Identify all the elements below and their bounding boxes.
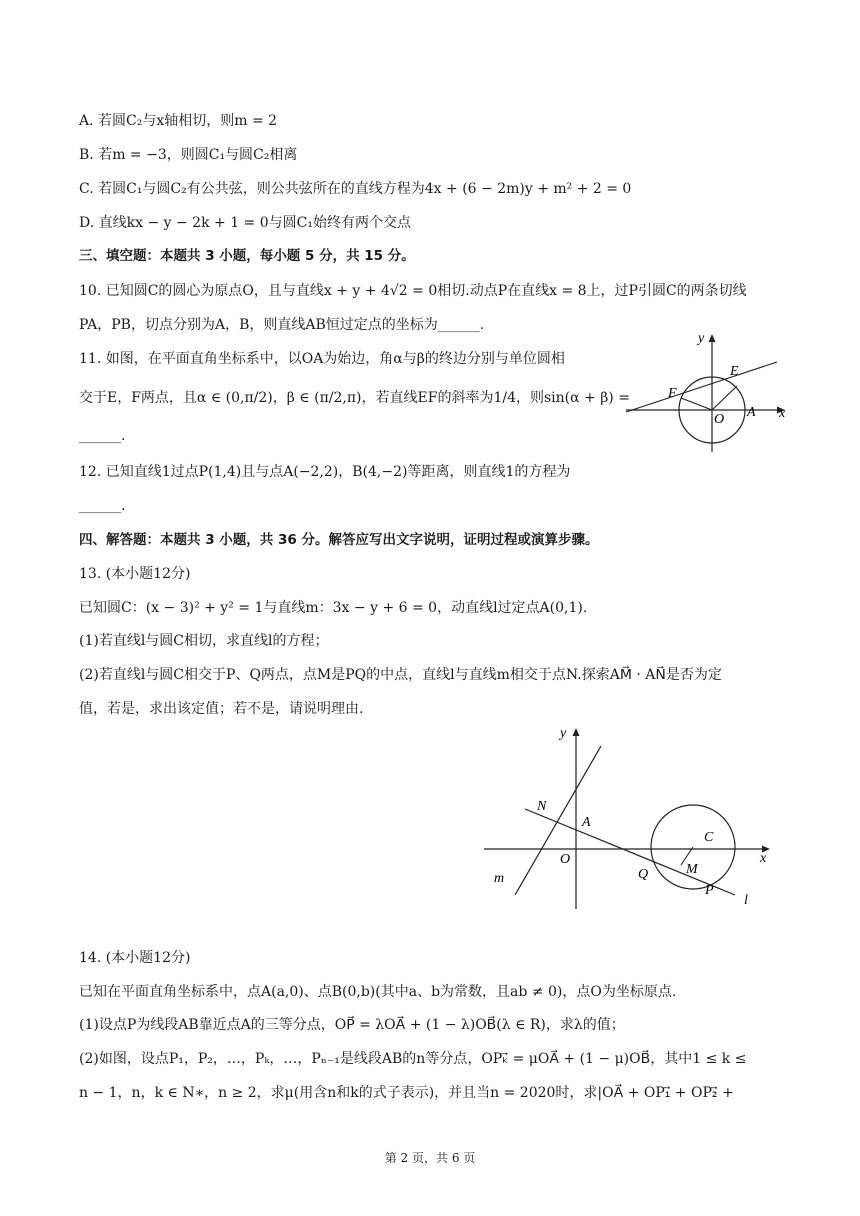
q14-title: 14. (本小题12分) [79,950,191,966]
figure1-label-a: A [747,405,756,420]
q11-line-1: 11. 如图，在平面直角坐标系中，以OA为始边，角α与β的终边分别与单位圆相 [79,351,565,367]
figure2-label-p: P [705,883,714,898]
figure2-label-a: A [582,815,591,830]
section-4-heading: 四、解答题：本题共 3 小题，共 36 分。解答应写出文字说明，证明过程或演算步骤。 [79,532,599,548]
q13-part-2-line-1: (2)若直线l与圆C相交于P、Q两点，点M是PQ的中点，直线l与直线m相交于点N.探索AM⃗ · AN⃗是否为定 [79,667,722,683]
q10-line-1: 10. 已知圆C的圆心为原点O，且与直线x + y + 4√2 = 0相切.动点P在直线x = 8上，过P引圆C的两条切线 [79,283,747,299]
q13-part-1: (1)若直线l与圆C相切，求直线l的方程； [79,633,329,649]
line-l [525,809,735,895]
q11-line-2: 交于E，F两点，且α ∈ (0,π/2)，β ∈ (π/2,π)，若直线EF的斜率为1/4，则sin(α + β) = [79,390,630,406]
q11-line-3: ______. [79,428,126,444]
figure2-label-line-m: m [494,871,505,886]
figure1-label-y: y [698,331,705,346]
figure2-label-m-point: M [686,862,698,877]
figure1-label-f: F [668,386,677,401]
q12-line-2: ______. [79,498,126,514]
circle-lines-figure [480,718,780,918]
ray-of [681,398,712,410]
q10-line-2: PA，PB，切点分别为A，B，则直线AB恒过定点的坐标为______. [79,317,485,333]
section-3-heading: 三、填空题：本题共 3 小题，每小题 5 分，共 15 分。 [79,248,415,264]
figure2-label-n: N [537,799,547,814]
option-a: A. 若圆C₂与x轴相切，则m = 2 [79,113,278,129]
figure2-label-o: O [560,852,571,867]
q14-line-1: 已知在平面直角坐标系中，点A(a,0)、点B(0,b)(其中a、b为常数，且ab ≠ 0)，点O为坐标原点. [79,984,677,1000]
q13-title: 13. (本小题12分) [79,566,191,582]
figure2-label-y: y [560,726,567,741]
ray-oe [712,386,737,410]
page-footer: 第 2 页，共 6 页 [384,1151,476,1165]
option-c: C. 若圆C₁与圆C₂有公共弦，则公共弦所在的直线方程为4x + (6 − 2m)y + m² + 2 = 0 [79,181,632,197]
q13-line-1: 已知圆C：(x − 3)² + y² = 1与直线m：3x − y + 6 = 0，动直线l过定点A(0,1). [79,600,588,616]
option-b: B. 若m = −3，则圆C₁与圆C₂相离 [79,147,298,163]
q12-line-1: 12. 已知直线1过点P(1,4)且与点A(−2,2)，B(4,−2)等距离，则直线1的方程为 [79,464,571,480]
q14-part-2-line-2: n − 1，n，k ∈ N∗，n ≥ 2，求μ(用含n和k的式子表示)，并且当n = 2020时，求|OA⃗ + OP₁⃗ + OP₂⃗ + [79,1085,734,1101]
unit-circle-figure [622,326,792,456]
figure1-label-e: E [730,364,739,379]
figure1-label-x: x [779,406,786,421]
figure2-label-x: x [760,851,767,866]
figure2-label-line-l: l [744,893,748,908]
q13-part-2-line-2: 值，若是，求出该定值；若不是，请说明理由. [79,701,364,717]
option-d: D. 直线kx − y − 2k + 1 = 0与圆C₁始终有两个交点 [79,215,411,231]
figure2-label-q: Q [638,867,649,882]
figure1-label-o: O [714,412,725,427]
q14-part-1: (1)设点P为线段AB靠近点A的三等分点，OP⃗ = λOA⃗ + (1 − λ)OB⃗(λ ∈ R)，求λ的值； [79,1017,625,1033]
figure1-y-arrow [709,334,716,342]
figure2-y-arrow [573,728,580,736]
q14-part-2-line-1: (2)如图，设点P₁，P₂，…，Pₖ，…，Pₙ₋₁是线段AB的n等分点，OPₖ⃗ = μOA⃗ + (1 − μ)OB⃗，其中1 ≤ k ≤ [79,1051,747,1067]
figure2-label-c: C [704,830,714,845]
